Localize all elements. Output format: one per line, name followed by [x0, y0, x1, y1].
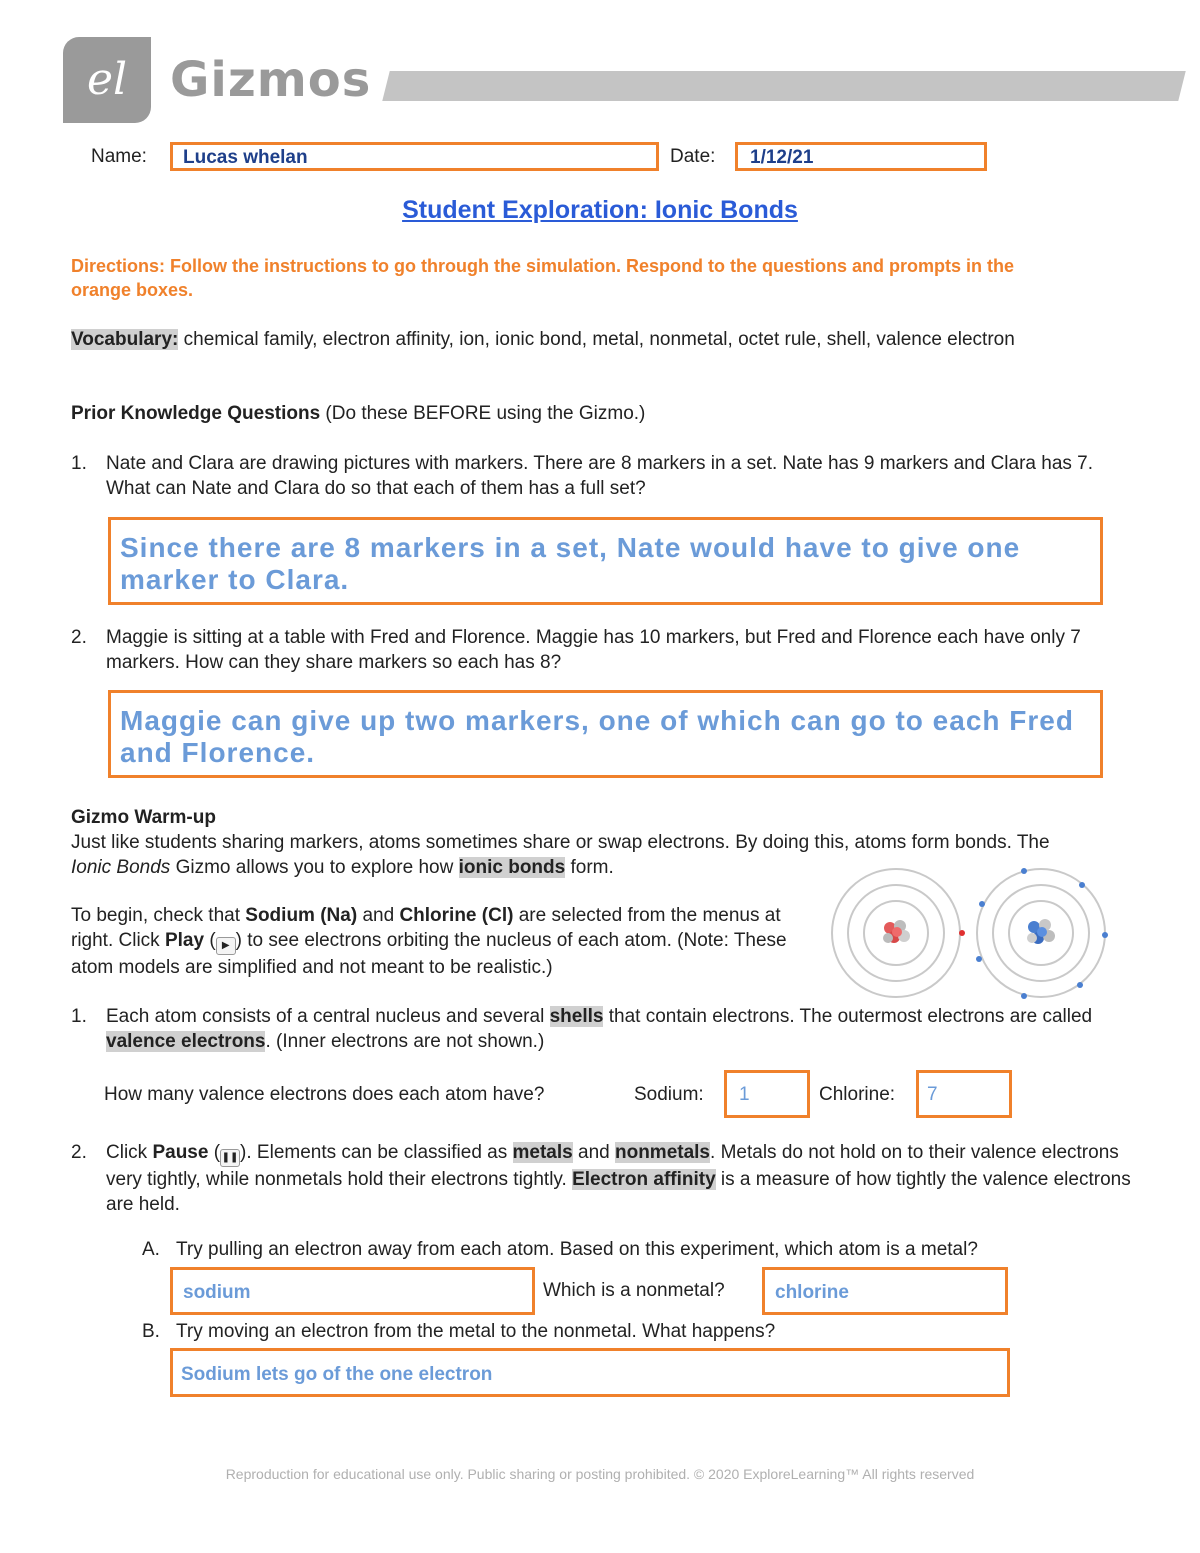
sodium-nucleus — [883, 920, 910, 943]
question-text — [106, 1004, 1131, 1054]
answer-text: Since there are 8 markers in a set, Nate would have to give one marker to Clara. — [120, 532, 1021, 595]
question-number: 2. — [71, 627, 87, 648]
highlight-valence-electrons: valence electrons — [106, 1031, 266, 1052]
logo-text: Gizmos — [170, 52, 372, 108]
highlight-nonmetals: nonmetals — [614, 1142, 711, 1163]
date-field[interactable] — [735, 142, 987, 171]
question-text: Maggie is sitting at a table with Fred and Florence. Maggie has 10 markers, but Fred and Florence each have only 7 markers. How can they share markers so each has 8? — [106, 627, 1081, 673]
answer-text: Sodium lets go of the one electron — [181, 1364, 493, 1385]
logo-mark: el — [86, 54, 128, 105]
nonmetal-answer: chlorine — [775, 1282, 849, 1303]
name-value: Lucas whelan — [183, 147, 308, 168]
sodium-label: Sodium: — [634, 1084, 704, 1105]
prior-knowledge-heading — [71, 401, 1131, 426]
bold-sodium: Sodium (Na) — [245, 905, 358, 926]
question-number: 1. — [71, 453, 87, 474]
subquestion-b-text: Try moving an electron from the metal to the nonmetal. What happens? — [176, 1321, 776, 1342]
metal-answer: sodium — [183, 1282, 251, 1303]
question-text: Nate and Clara are drawing pictures with markers. There are 8 markers in a set. Nate has 9 markers and Clara has 7. What can Nate and Clara do so that each of them has a full set? — [106, 453, 1094, 499]
prior-note: (Do these BEFORE using the Gizmo.) — [320, 403, 646, 424]
vocabulary-label: Vocabulary: — [71, 329, 179, 350]
highlight-ionic-bonds: ionic bonds — [458, 857, 566, 878]
date-label: Date: — [670, 146, 716, 167]
chlorine-label: Chlorine: — [819, 1084, 896, 1105]
sodium-answer-box[interactable] — [724, 1070, 810, 1118]
warmup-question-1 — [71, 1004, 1131, 1054]
text-span: Gizmo allows you to explore how — [170, 857, 459, 878]
chlorine-nucleus — [1027, 919, 1055, 944]
text-span: are selected from the menus at right. Click — [71, 905, 781, 951]
text-span: ( — [208, 1142, 221, 1163]
text-span: Just like students sharing markers, atoms sometimes share or swap electrons. By doing this, atoms form bonds. The — [71, 832, 1050, 853]
subquestion-a-text: Try pulling an electron away from each atom. Based on this experiment, which atom is a metal? — [176, 1239, 978, 1260]
italic-gizmo-name: Ionic Bonds — [71, 857, 171, 878]
text-span: is a measure of how tightly the valence electrons are held. — [106, 1169, 1131, 1215]
pause-icon: ❚❚ — [220, 1149, 240, 1167]
bold-chlorine: Chlorine (Cl) — [399, 905, 514, 926]
text-span: and — [357, 905, 400, 926]
highlight-metals: metals — [512, 1142, 573, 1163]
question-number: 2. — [71, 1142, 87, 1163]
text-span: that contain electrons. The outermost electrons are called — [603, 1006, 1093, 1027]
sodium-valence-electron — [959, 930, 965, 936]
text-span: Each atom consists of a central nucleus and several — [106, 1006, 550, 1027]
copyright-footer: Reproduction for educational use only. Public sharing or posting prohibited. © 2020 ExploreLearning™ All rights reserved — [225, 1466, 975, 1482]
warmup-paragraph-2 — [71, 903, 811, 980]
date-value: 1/12/21 — [750, 147, 814, 168]
warmup-title: Gizmo Warm-up — [71, 807, 216, 828]
sodium-answer: 1 — [739, 1084, 750, 1105]
warmup-question-2 — [71, 1140, 1131, 1215]
question-text — [106, 1140, 1131, 1217]
nonmetal-label: Which is a nonmetal? — [543, 1280, 725, 1301]
chlorine-answer: 7 — [927, 1084, 938, 1105]
prior-question-2 — [71, 625, 1131, 675]
text-span: Click — [106, 1142, 153, 1163]
chlorine-answer-box[interactable] — [916, 1070, 1012, 1118]
header-bar — [382, 71, 1185, 101]
highlight-electron-affinity: Electron affinity — [572, 1169, 716, 1190]
answer-box-prior-2[interactable] — [108, 690, 1103, 778]
atom-models-illustration — [828, 860, 1118, 1005]
text-span: and — [572, 1142, 615, 1163]
play-icon: ▶ — [216, 937, 236, 955]
text-span: To begin, check that — [71, 905, 246, 926]
text-span: . Metals do not hold on to their valence electrons very tightly, while nonmetals hold their electrons tightly. — [106, 1142, 1119, 1190]
page-title: Student Exploration: Ionic Bonds — [402, 196, 798, 224]
bold-pause: Pause — [152, 1142, 209, 1163]
name-field[interactable] — [170, 142, 659, 171]
text-span: . (Inner electrons are not shown.) — [265, 1031, 545, 1052]
subquestion-letter-b: B. — [142, 1321, 160, 1342]
text-span: ( — [204, 930, 216, 951]
directions: Directions: Follow the instructions to go through the simulation. Respond to the questions and prompts in the orange boxes. — [71, 256, 1014, 300]
name-label: Name: — [91, 146, 147, 167]
valence-prompt: How many valence electrons does each atom have? — [104, 1084, 545, 1105]
nonmetal-answer-box[interactable] — [762, 1267, 1008, 1315]
text-span: form. — [565, 857, 614, 878]
highlight-shells: shells — [549, 1006, 604, 1027]
answer-box-prior-1[interactable] — [108, 517, 1103, 605]
vocabulary — [71, 327, 1131, 352]
metal-answer-box[interactable] — [170, 1267, 535, 1315]
subquestion-letter-a: A. — [142, 1239, 160, 1260]
answer-text: Maggie can give up two markers, one of which can go to each Fred and Florence. — [120, 705, 1074, 768]
text-span: ). Elements can be classified as — [240, 1142, 513, 1163]
warmup-heading — [71, 805, 1131, 830]
vocabulary-text: chemical family, electron affinity, ion, ionic bond, metal, nonmetal, octet rule, shell, valence electron — [178, 329, 1015, 350]
prior-question-1 — [71, 451, 1131, 501]
bold-play: Play — [164, 930, 205, 951]
question-number: 1. — [71, 1006, 87, 1027]
answer-box-b[interactable] — [170, 1348, 1010, 1397]
prior-heading: Prior Knowledge Questions — [71, 403, 321, 424]
text-span: ) to see electrons orbiting the nucleus of each atom. (Note: These atom models are simplified and not meant to be realistic.) — [71, 930, 787, 978]
